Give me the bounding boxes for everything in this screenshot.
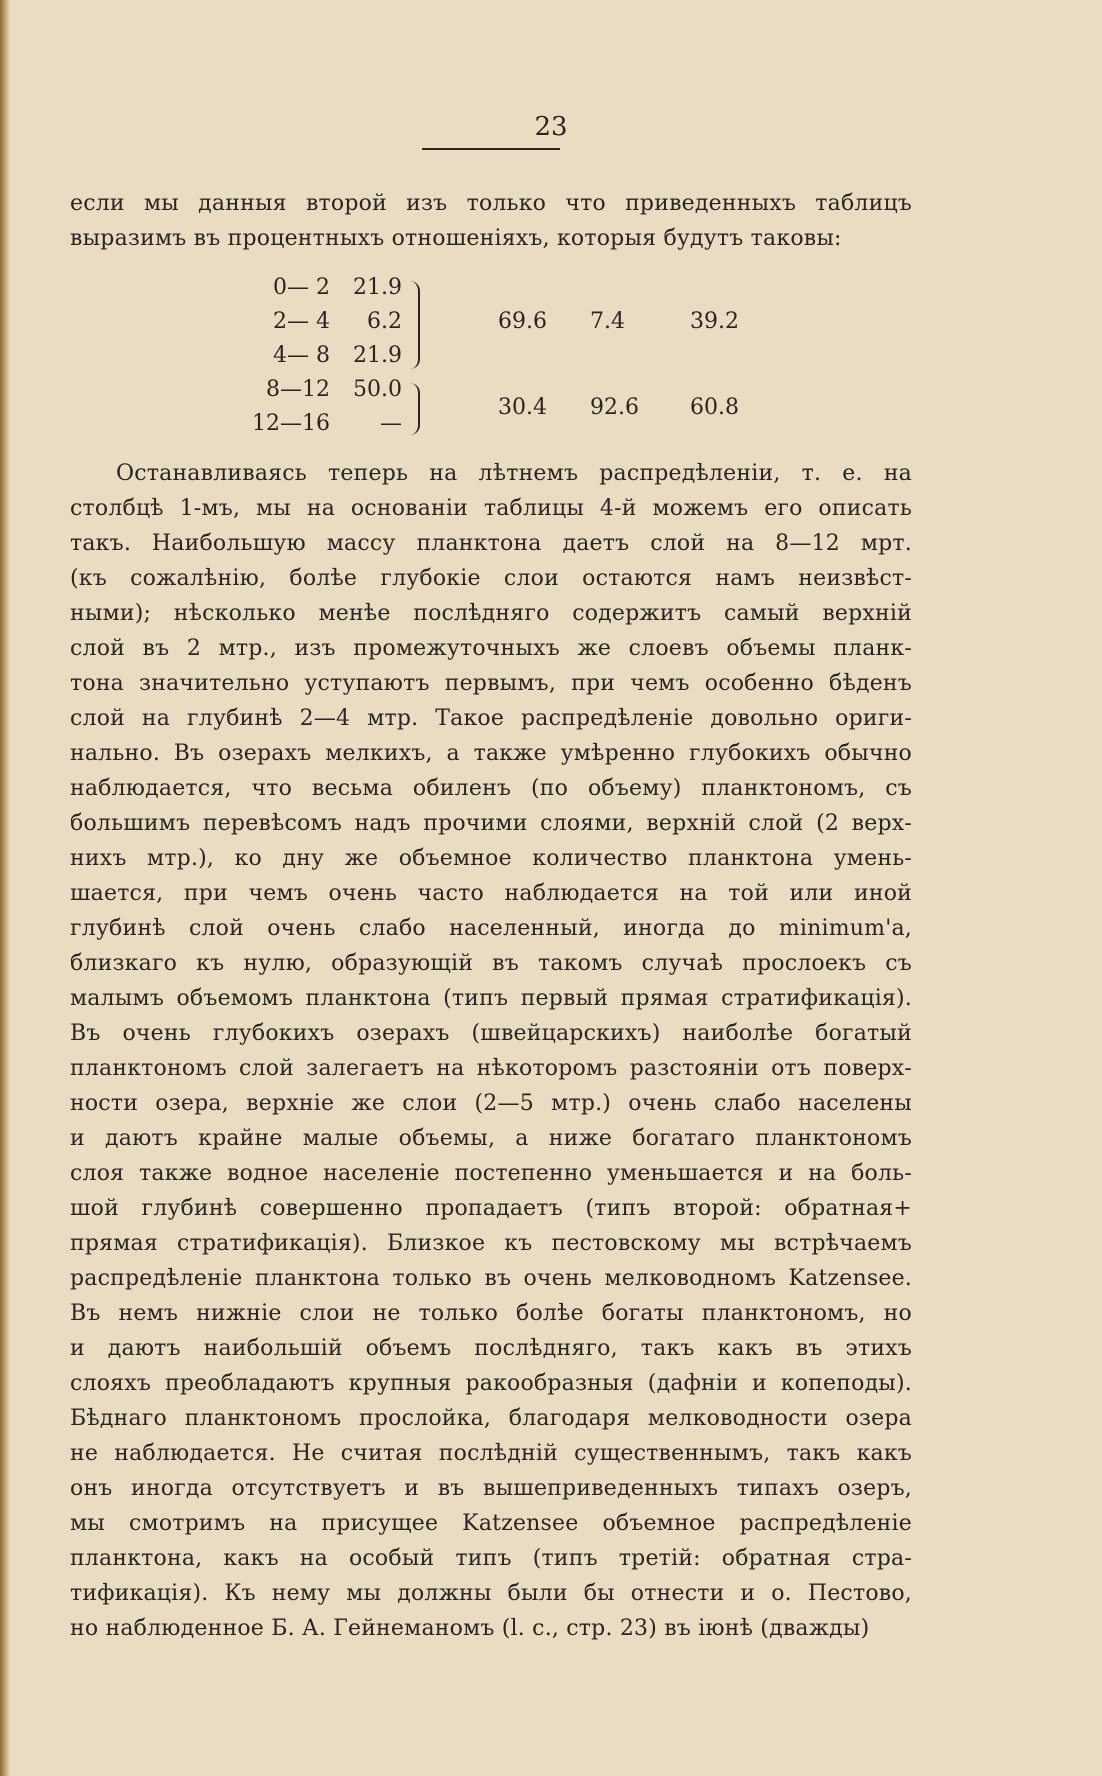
- text-line: нихъ мтр.), ко дну же объемное количество планктона умень-: [70, 846, 912, 871]
- text-line: Въ очень глубокихъ озерахъ (швейцарскихъ) наиболѣе богатый: [70, 1021, 912, 1046]
- table-percentage: —: [380, 411, 402, 436]
- page-number-rule: [422, 148, 560, 150]
- text-line: глубинѣ слой очень слабо населенный, иногда до minimum'а,: [70, 916, 912, 941]
- text-line: столбцѣ 1-мъ, мы на основаніи таблицы 4-й можемъ его описать: [70, 496, 912, 521]
- text-line: ными); нѣсколько менѣе послѣдняго содержитъ самый верхній: [70, 601, 912, 626]
- text-line: близкаго къ нулю, образующій въ такомъ случаѣ прослоекъ съ: [70, 951, 912, 976]
- text-line: если мы данныя второй изъ только что приведенныхъ таблицъ: [70, 191, 912, 216]
- text-line: тификація). Къ нему мы должны были бы отнести и о. Пестово,: [70, 1581, 912, 1606]
- text-line: ности озера, верхніе же слои (2—5 мтр.) очень слабо населены: [70, 1091, 912, 1116]
- text-line: наблюдается, что весьма обиленъ (по объему) планктономъ, съ: [70, 776, 912, 801]
- text-line: планктона, какъ на особый типъ (типъ третій: обратная стра-: [70, 1546, 912, 1571]
- text-line: слоя также водное населеніе постепенно уменьшается и на боль-: [70, 1161, 912, 1186]
- text-line: Останавливаясь теперь на лѣтнемъ распредѣленіи, т. е. на: [116, 461, 912, 486]
- table-depth-range: 8—12: [266, 377, 330, 402]
- book-spine-edge: [0, 0, 10, 1776]
- text-line: (къ сожалѣнію, болѣе глубокіе слои остаются намъ неизвѣст-: [70, 566, 912, 591]
- text-line: но наблюденное Б. А. Гейнеманомъ (l. с., стр. 23) въ іюнѣ (дважды): [70, 1616, 870, 1641]
- text-line: прямая стратификація). Близкое къ пестовскому мы встрѣчаемъ: [70, 1231, 912, 1256]
- table-group-value: 60.8: [690, 395, 739, 420]
- text-line: шой глубинѣ совершенно пропадаетъ (типъ второй: обратная+: [70, 1196, 912, 1221]
- table-group-value: 92.6: [590, 395, 639, 420]
- text-line: шается, при чемъ очень часто наблюдается на той или иной: [70, 881, 912, 906]
- text-line: не наблюдается. Не считая послѣдній существеннымъ, такъ какъ: [70, 1441, 912, 1466]
- table-brace: [408, 383, 420, 435]
- table-brace: [408, 281, 420, 369]
- text-line: онъ иногда отсутствуетъ и въ вышеприведенныхъ типахъ озеръ,: [70, 1476, 912, 1501]
- table-group-value: 7.4: [590, 309, 625, 334]
- text-line: мы смотримъ на присущее Katzensee объемное распредѣленіе: [70, 1511, 912, 1536]
- table-depth-range: 12—16: [252, 411, 330, 436]
- text-line: распредѣленіе планктона только въ очень мелководномъ Katzensee.: [70, 1266, 912, 1291]
- table-depth-range: 2— 4: [273, 309, 330, 334]
- text-line: планктономъ слой залегаетъ на нѣкоторомъ разстояніи отъ поверх-: [70, 1056, 912, 1081]
- text-line: нально. Въ озерахъ мелкихъ, а также умѣренно глубокихъ обычно: [70, 741, 912, 766]
- table-percentage: 21.9: [353, 275, 402, 300]
- intro-text: [70, 186, 912, 256]
- table-depth-range: 0— 2: [273, 275, 330, 300]
- text-line: слояхъ преобладаютъ крупныя ракообразныя (дафніи и копеподы).: [70, 1371, 912, 1396]
- body-paragraph: [70, 456, 912, 1646]
- text-line: Бѣднаго планктономъ прослойка, благодаря мелководности озера: [70, 1406, 912, 1431]
- text-line: слой въ 2 мтр., изъ промежуточныхъ же слоевъ объемы планк-: [70, 636, 912, 661]
- percentage-table: [240, 275, 780, 445]
- text-line: и даютъ крайне малые объемы, а ниже богатаго планктономъ: [70, 1126, 912, 1151]
- table-depth-range: 4— 8: [273, 343, 330, 368]
- page-number: 23: [534, 112, 568, 142]
- text-line: выразимъ въ процентныхъ отношеніяхъ, которыя будутъ таковы:: [70, 226, 842, 251]
- text-line: Въ немъ нижніе слои не только болѣе богаты планктономъ, но: [70, 1301, 912, 1326]
- text-line: слой на глубинѣ 2—4 мтр. Такое распредѣленіе довольно ориги-: [70, 706, 912, 731]
- table-percentage: 21.9: [353, 343, 402, 368]
- text-line: большимъ перевѣсомъ надъ прочими слоями, верхній слой (2 верх-: [70, 811, 912, 836]
- text-line: малымъ объемомъ планктона (типъ первый прямая стратификація).: [70, 986, 912, 1011]
- text-line: и даютъ наибольшій объемъ послѣдняго, такъ какъ въ этихъ: [70, 1336, 912, 1361]
- table-group-value: 30.4: [498, 395, 547, 420]
- text-line: тона значительно уступаютъ первымъ, при чемъ особенно бѣденъ: [70, 671, 912, 696]
- table-percentage: 50.0: [353, 377, 402, 402]
- table-group-value: 39.2: [690, 309, 739, 334]
- table-percentage: 6.2: [367, 309, 402, 334]
- text-line: такъ. Наибольшую массу планктона даетъ слой на 8—12 мрт.: [70, 531, 912, 556]
- table-group-value: 69.6: [498, 309, 547, 334]
